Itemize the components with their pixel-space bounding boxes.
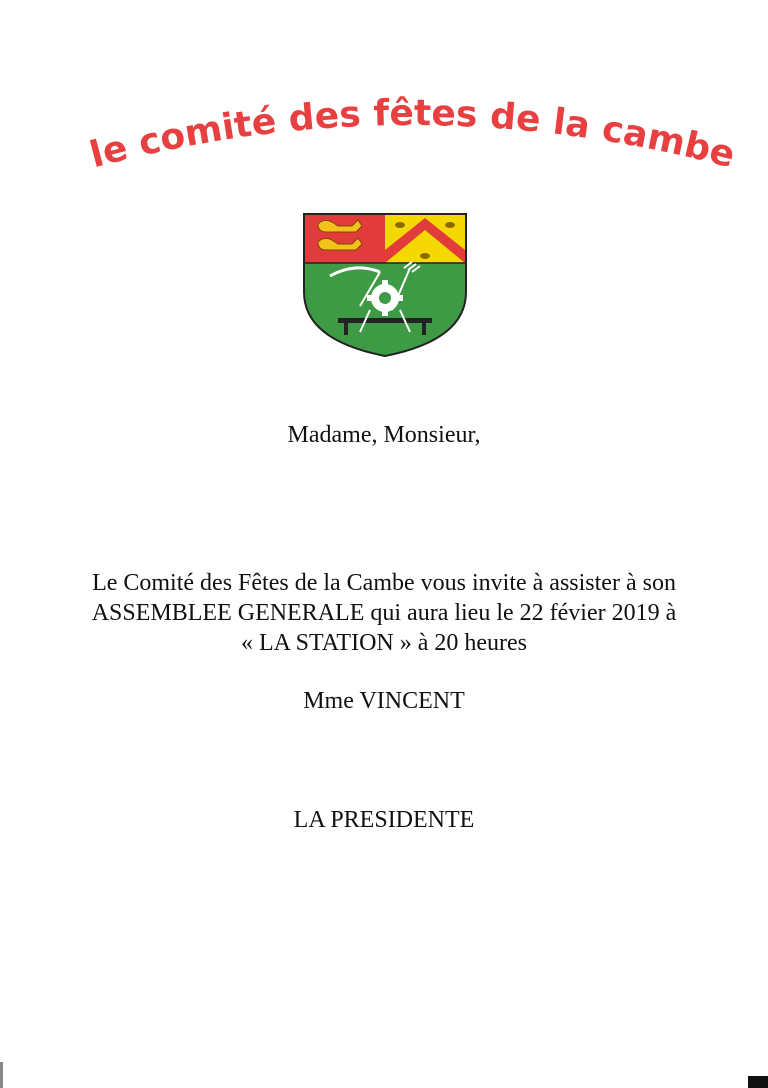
title-text [86,93,739,176]
signatory-role: LA PRESIDENTE [293,807,475,833]
body-line: ASSEMBLEE GENERALE qui aura lieu le 22 févier 2019 à [91,600,677,626]
scan-edge-mark [748,1076,768,1088]
greeting: Madame, Monsieur, [287,422,481,448]
scan-edge-mark [0,1062,3,1088]
title-textpath: le comité des fêtes de la cambe [85,92,739,177]
coat-of-arms-icon [300,210,470,360]
body-line: « LA STATION » à 20 heures [240,630,528,656]
invitation-body [0,568,768,658]
arched-title [60,90,760,200]
signatory-name: Mme VINCENT [303,688,465,714]
body-line: Le Comité des Fêtes de la Cambe vous invite à assister à son [92,570,676,596]
